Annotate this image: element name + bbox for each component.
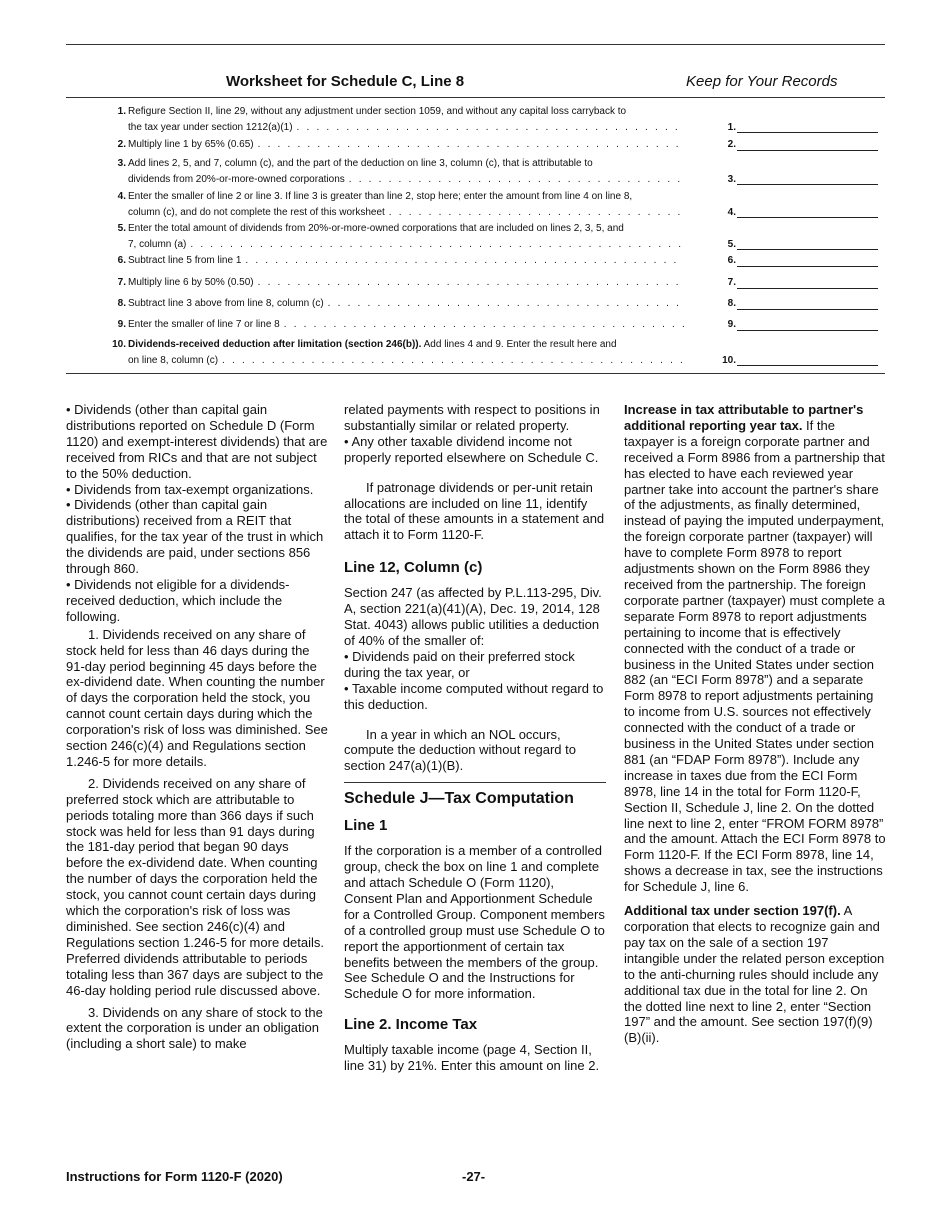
worksheet-header-rule	[66, 97, 885, 98]
heading-line1: Line 1	[344, 817, 388, 835]
leader-dots	[241, 253, 684, 269]
leader-dots	[280, 317, 684, 333]
worksheet-line-segment: 7, column (a)	[128, 238, 187, 250]
worksheet-line-text	[128, 189, 684, 220]
c2-nol: In a year in which an NOL occurs, compute the deduction without regard to section 247(a)(1)(B).	[344, 726, 576, 774]
answer-line-label: 4.	[727, 206, 736, 218]
worksheet-answer-field[interactable]	[716, 120, 878, 136]
worksheet-answer-field[interactable]	[716, 172, 878, 188]
answer-blank-line[interactable]	[737, 150, 878, 151]
answer-blank-line[interactable]	[737, 266, 878, 267]
heading-line12: Line 12, Column (c)	[344, 559, 483, 577]
worksheet-line-segment: column (c), and do not complete the rest of this worksheet	[128, 206, 385, 218]
worksheet-answer-field[interactable]	[716, 275, 878, 291]
c1-bullet-reit: • Dividends (other than capital gain distributions) received from a REIT that qualifies, for the tax year of the trust in which the dividends are paid, under sections 856 through 860.	[66, 497, 328, 577]
answer-line-label: 5.	[727, 238, 736, 250]
worksheet-line-text	[128, 253, 684, 269]
worksheet-line-text	[128, 156, 684, 187]
answer-line-label: 8.	[727, 298, 736, 309]
worksheet-line-text	[128, 221, 684, 252]
worksheet-line-number: 7.	[117, 277, 126, 288]
c2-bullet-other-dividend: • Any other taxable dividend income not properly reported elsewhere on Schedule C.	[344, 434, 606, 466]
worksheet-line-number: 1.	[117, 106, 126, 117]
leader-dots	[218, 353, 684, 369]
worksheet-line-text	[128, 137, 684, 153]
c2-bullet-taxable: • Taxable income computed without regard to this deduction.	[344, 681, 606, 713]
worksheet-answer-field[interactable]	[716, 253, 878, 269]
c3-section197-text: A corporation that elects to recognize gain and pay tax on the sale of a section 197 intangible under the related person exception to the anti-churning rules should include any additional tax due in the total for line 2. On the dotted line next to line 2, enter “Section 197” and the amount. See section 197(f)(9)(B)(ii).	[624, 903, 885, 1046]
c1-item-3: 3. Dividends on any share of stock to the extent the corporation is under an obligation (including a short sale) to make	[66, 1004, 323, 1052]
schedule-j-rule	[344, 782, 606, 783]
column-2	[344, 402, 606, 1074]
worksheet-line-text	[128, 317, 684, 333]
worksheet-line-number: 6.	[117, 255, 126, 266]
top-rule	[66, 44, 885, 45]
c1-bullet-ric: • Dividends (other than capital gain distributions reported on Schedule D (Form 1120) and exempt-interest dividends) that are received from RICs and that are not subject to the 50% deduction.	[66, 402, 328, 482]
answer-line-label: 3.	[727, 173, 736, 185]
answer-blank-line[interactable]	[737, 330, 878, 331]
leader-dots	[293, 120, 684, 136]
c2-patronage: If patronage dividends or per-unit retain allocations are included on line 11, identify the total of these amounts in a statement and attach it to Form 1120-F.	[344, 479, 605, 543]
answer-blank-line[interactable]	[737, 184, 878, 185]
c3-partner-increase	[624, 402, 886, 895]
leader-dots	[186, 237, 684, 253]
page-number: -27-	[462, 1169, 486, 1184]
c2-controlled-group: If the corporation is a member of a controlled group, check the box on line 1 and complete and attach Schedule O (Form 1120), Consent Plan and Apportionment Schedule for a Controlled Group. Component members of a controlled group must use Schedule O to report the apportionment of certain tax benefits between the members of the group. See Schedule O and the Instructions for Schedule O for more information.	[344, 843, 605, 1002]
answer-line-label: 2.	[727, 139, 736, 150]
worksheet-line-segment: Refigure Section II, line 29, without any adjustment under section 1059, and without any capital loss carryback to	[128, 106, 627, 117]
heading-line2: Line 2. Income Tax	[344, 1016, 478, 1034]
worksheet-title: Worksheet for Schedule C, Line 8	[226, 73, 465, 90]
c2-income-tax: Multiply taxable income (page 4, Section II, line 31) by 21%. Enter this amount on line 2.	[344, 1042, 600, 1074]
worksheet-line-number: 5.	[117, 223, 126, 234]
c3-section197-heading: Additional tax under section 197(f).	[624, 903, 841, 919]
leader-dots	[345, 172, 684, 188]
worksheet-answer-field[interactable]	[716, 317, 878, 333]
c1-item-2: 2. Dividends received on any share of preferred stock which are attributable to periods totaling more than 366 days if such stock was held for less than 91 days during the 181-day period that began 90 days before the ex-dividend date. When counting the number of days the corporation held the stock, you cannot count certain days during which the corporation's risk of loss was diminished. See section 246(c)(4) and Regulations section 1.246-5 for more details. Preferred dividends attributable to periods totaling less than 367 days are subject to the 46-day holding period rule discussed above.	[66, 775, 324, 998]
c3-section197	[624, 903, 886, 1046]
worksheet-line-number: 3.	[117, 158, 126, 169]
worksheet-line-number: 8.	[117, 298, 126, 309]
worksheet-line-number: 4.	[117, 191, 126, 202]
answer-blank-line[interactable]	[737, 217, 878, 218]
worksheet-line-segment: Multiply line 1 by 65% (0.65)	[128, 139, 254, 150]
c1-bullet-tax-exempt: • Dividends from tax-exempt organizations.	[66, 482, 328, 498]
worksheet-line-segment: dividends from 20%-or-more-owned corporations	[128, 173, 345, 185]
answer-line-label: 10.	[722, 354, 736, 366]
c3-partner-text: If the taxpayer is a foreign corporate partner and received a Form 8986 from a partnership that has elected to have each reviewed year partner take into account the partner's share of the adjustments, as finally determined, instead of paying the imputed underpayment, the foreign corporate partner (taxpayer) will have to complete Form 8978 to report adjustments shown on the Form 8986 they received from the partnership. The foreign corporate partner (taxpayer) must complete a separate Form 8978 to report adjustments pertaining to income that is effectively connected with the conduct of a trade or business in the United States under section 882 (an “ECI Form 8978”) and a separate Form 8978 to report adjustments pertaining to income from U.S. sources not effectively connected with the conduct of a trade or business in the United States under section 881 (an “FDAP Form 8978”). Include any increase in taxes due from the ECI Form 8978, line 14 in the total for Form 1120-F, Section II, Schedule J, line 2. On the dotted line next to line 2, enter “FROM FORM 8978” and the amount. Attach the ECI Form 8978 to Form 1120-F. If the ECI Form 8978, line 14, shows a decrease in tax, see the instructions for Schedule J, line 6.	[624, 417, 886, 895]
answer-blank-line[interactable]	[737, 132, 878, 133]
answer-blank-line[interactable]	[737, 249, 878, 250]
worksheet-line-text	[128, 337, 684, 368]
worksheet-line-text	[128, 104, 684, 135]
worksheet-line-segment: Multiply line 6 by 50% (0.50)	[128, 277, 254, 288]
worksheet-answer-field[interactable]	[716, 237, 878, 253]
c2-bullet-preferred: • Dividends paid on their preferred stock during the tax year, or	[344, 649, 606, 681]
worksheet-answer-field[interactable]	[716, 205, 878, 221]
worksheet-line-segment: Enter the total amount of dividends from 20%-or-more-owned corporations that are included on lines 2, 3, 5, and	[128, 223, 624, 234]
worksheet-line-segment: Add lines 4 and 9. Enter the result here and	[421, 339, 617, 350]
worksheet-answer-field[interactable]	[716, 353, 878, 369]
worksheet-line-segment: Add lines 2, 5, and 7, column (c), and the part of the deduction on line 3, column (c), that is attributable to	[128, 158, 593, 169]
worksheet-line-number: 2.	[117, 139, 126, 150]
footer-title: Instructions for Form 1120-F (2020)	[66, 1169, 283, 1184]
answer-blank-line[interactable]	[737, 365, 878, 366]
answer-blank-line[interactable]	[737, 309, 878, 310]
c2-continued: related payments with respect to positions in substantially similar or related property.	[344, 402, 600, 433]
worksheet-line-text	[128, 275, 684, 291]
worksheet-bottom-rule	[66, 373, 885, 374]
worksheet-line-segment: Enter the smaller of line 7 or line 8	[128, 319, 280, 330]
leader-dots	[324, 296, 684, 312]
worksheet-answer-field[interactable]	[716, 137, 878, 153]
worksheet-line-text	[128, 296, 684, 312]
heading-schedule-j: Schedule J—Tax Computation	[344, 790, 574, 808]
worksheet-line-number: 9.	[117, 319, 126, 330]
worksheet-line-bold: Dividends-received deduction after limitation (section 246(b)).	[128, 339, 422, 350]
column-1	[66, 402, 328, 1052]
c1-bullet-not-eligible: • Dividends not eligible for a dividends-received deduction, which include the following.	[66, 577, 328, 625]
leader-dots	[254, 137, 684, 153]
answer-blank-line[interactable]	[737, 288, 878, 289]
column-3	[624, 402, 886, 1046]
worksheet-answer-field[interactable]	[716, 296, 878, 312]
leader-dots	[254, 275, 684, 291]
leader-dots	[385, 205, 684, 221]
worksheet-line-segment: Enter the smaller of line 2 or line 3. If line 3 is greater than line 2, stop here; enter the amount from line 4 on line 8,	[128, 191, 633, 202]
worksheet-line-segment: the tax year under section 1212(a)(1)	[128, 121, 293, 133]
c1-item-1: 1. Dividends received on any share of stock held for less than 46 days during the 91-day period beginning 45 days before the ex-dividend date. When counting the number of days the corporation held the stock, you cannot count certain days during which the corporation's risk of loss was diminished. See section 246(c)(4) and Regulations section 1.246-5 for more details.	[66, 626, 328, 769]
worksheet-keep-note: Keep for Your Records	[686, 73, 838, 90]
answer-line-label: 1.	[727, 121, 736, 133]
worksheet-line-number: 10.	[112, 339, 126, 350]
c2-section247: Section 247 (as affected by P.L.113-295, Div. A, section 221(a)(41)(A), Dec. 19, 2014, 128 Stat. 4043) allows public utilities a deduction of 40% of the smaller of:	[344, 585, 602, 648]
answer-line-label: 6.	[727, 255, 736, 266]
worksheet-line-segment: on line 8, column (c)	[128, 354, 219, 366]
worksheet-line-segment: Subtract line 3 above from line 8, column (c)	[128, 298, 324, 309]
answer-line-label: 7.	[727, 277, 736, 288]
answer-line-label: 9.	[727, 319, 736, 330]
c3-partner-heading: Increase in tax attributable to partner's additional reporting year tax.	[624, 402, 864, 433]
worksheet-line-segment: Subtract line 5 from line 1	[128, 255, 242, 266]
